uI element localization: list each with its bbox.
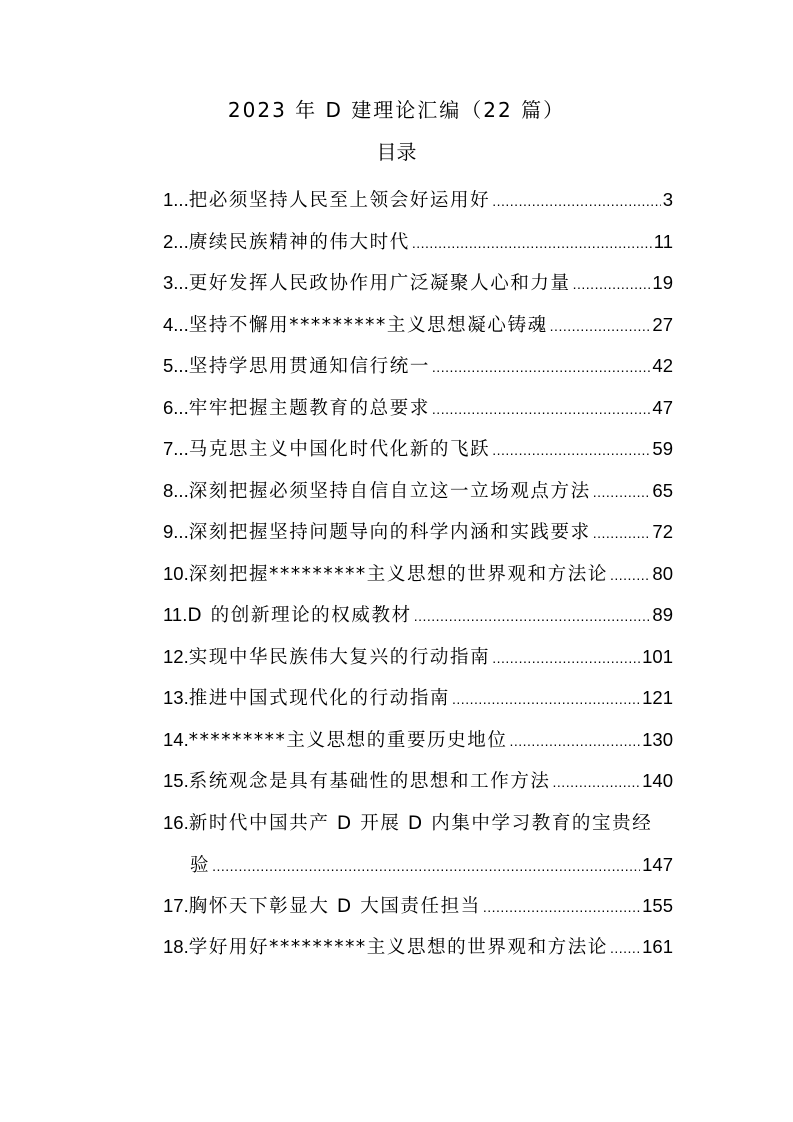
toc-entry-title: 马克思主义中国化时代化新的飞跃	[188, 439, 491, 460]
toc-entry-number: 11.	[163, 604, 188, 625]
toc-entry-number: 9...	[163, 521, 189, 542]
toc-entry-number: 15.	[163, 770, 189, 791]
toc-entry-title: 实现中华民族伟大复兴的行动指南	[188, 646, 491, 668]
toc-entry-page: 161	[642, 936, 673, 957]
toc-entry-page: 89	[652, 604, 673, 625]
toc-entry[interactable]	[163, 350, 673, 392]
toc-entry-page: 65	[652, 479, 673, 501]
toc-entry[interactable]	[163, 599, 673, 641]
toc-leader-dots	[593, 517, 651, 549]
toc-entry-title: 学好用好*********主义思想的世界观和方法论	[188, 937, 608, 958]
toc-entry-title: 深刻把握*********主义思想的世界观和方法论	[188, 563, 608, 585]
toc-entry-number: 1...	[163, 189, 189, 210]
toc-entry[interactable]	[163, 807, 673, 890]
toc-entry[interactable]	[163, 641, 673, 683]
toc-entry-number: 18.	[163, 936, 189, 957]
toc-leader-dots	[593, 476, 651, 508]
toc-leader-dots	[492, 434, 650, 466]
table-of-contents	[163, 184, 673, 973]
toc-entry-number: 5...	[163, 355, 189, 376]
toc-leader-dots	[550, 310, 651, 342]
toc-entry[interactable]	[163, 890, 673, 932]
toc-leader-dots	[553, 766, 641, 798]
toc-entry[interactable]	[163, 558, 673, 600]
toc-entry-title: 推进中国式现代化的行动指南	[188, 688, 451, 709]
toc-entry[interactable]	[163, 724, 673, 766]
toc-entry[interactable]	[163, 267, 673, 309]
toc-entry-page: 47	[652, 396, 673, 418]
toc-entry-page: 27	[652, 313, 673, 335]
toc-entry-title: 深刻把握必须坚持自信自立这一立场观点方法	[188, 480, 591, 502]
toc-leader-dots	[492, 642, 640, 674]
toc-entry-title: 牢牢把握主题教育的总要求	[188, 397, 430, 419]
toc-entry-title: 赓续民族精神的伟大时代	[188, 231, 410, 253]
toc-entry[interactable]	[163, 475, 673, 517]
toc-entry-title: 胸怀天下彰显大 D 大国责任担当	[188, 895, 481, 917]
toc-entry-page: 140	[642, 770, 673, 791]
toc-entry-number: 16.	[163, 811, 189, 833]
toc-heading: 目录	[376, 140, 417, 164]
toc-entry-page: 59	[652, 438, 673, 459]
toc-leader-dots	[414, 600, 651, 632]
toc-entry-page: 19	[652, 272, 673, 293]
toc-entry-title: 把必须坚持人民至上领会好运用好	[188, 190, 491, 211]
toc-entry-page: 155	[642, 894, 673, 916]
toc-entry-title: 更好发挥人民政协作用广泛凝聚人心和力量	[188, 273, 571, 294]
toc-leader-dots	[483, 891, 640, 923]
toc-entry-title: 深刻把握坚持问题导向的科学内涵和实践要求	[188, 522, 591, 543]
toc-entry-page: 101	[642, 645, 673, 667]
toc-entry-number: 6...	[163, 396, 189, 418]
toc-entry-title: 坚持学思用贯通知信行统一	[188, 356, 430, 377]
document-title: 2023 年 D 建理论汇编（22 篇）	[227, 98, 566, 122]
toc-entry[interactable]	[163, 765, 673, 807]
toc-leader-dots	[509, 725, 640, 757]
toc-entry-number: 3...	[163, 272, 189, 293]
toc-entry[interactable]	[163, 392, 673, 434]
toc-entry-page: 147	[642, 854, 673, 875]
toc-entry[interactable]	[163, 433, 673, 475]
toc-leader-dots	[212, 850, 640, 882]
toc-entry-title: *********主义思想的重要历史地位	[188, 729, 508, 751]
toc-entry-page: 80	[652, 562, 673, 584]
toc-entry-number: 14.	[163, 728, 189, 750]
toc-leader-dots	[412, 227, 652, 259]
toc-entry[interactable]	[163, 184, 673, 226]
toc-entry-page: 3	[662, 189, 673, 210]
toc-entry-title-continued: 验	[190, 855, 211, 876]
toc-entry-number: 13.	[163, 687, 189, 708]
toc-entry-page: 42	[652, 355, 673, 376]
toc-entry-title: D 的创新理论的权威教材	[187, 605, 412, 626]
toc-leader-dots	[610, 932, 640, 964]
toc-entry[interactable]	[163, 931, 673, 973]
toc-entry-title: 系统观念是具有基础性的思想和工作方法	[188, 771, 551, 792]
toc-entry-number: 17.	[163, 894, 189, 916]
toc-leader-dots	[610, 559, 650, 591]
toc-entry-number: 2...	[163, 230, 189, 252]
toc-entry-page: 11	[653, 230, 673, 252]
toc-entry[interactable]	[163, 682, 673, 724]
toc-entry[interactable]	[163, 516, 673, 558]
toc-leader-dots	[432, 393, 651, 425]
toc-entry-title: 新时代中国共产 D 开展 D 内集中学习教育的宝贵经	[188, 812, 653, 834]
toc-entry-number: 7...	[163, 438, 189, 459]
toc-entry-title: 坚持不懈用*********主义思想凝心铸魂	[188, 314, 548, 336]
toc-entry-page: 130	[642, 728, 673, 750]
toc-entry-number: 4...	[163, 313, 189, 335]
toc-entry[interactable]	[163, 226, 673, 268]
toc-leader-dots	[432, 351, 651, 383]
toc-leader-dots	[452, 683, 640, 715]
toc-entry[interactable]	[163, 309, 673, 351]
toc-entry-number: 8...	[163, 479, 189, 501]
toc-leader-dots	[573, 268, 651, 300]
toc-leader-dots	[492, 185, 660, 217]
toc-entry-page: 121	[642, 687, 673, 708]
toc-entry-number: 12.	[163, 645, 189, 667]
toc-entry-number: 10.	[163, 562, 189, 584]
toc-entry-page: 72	[652, 521, 673, 542]
